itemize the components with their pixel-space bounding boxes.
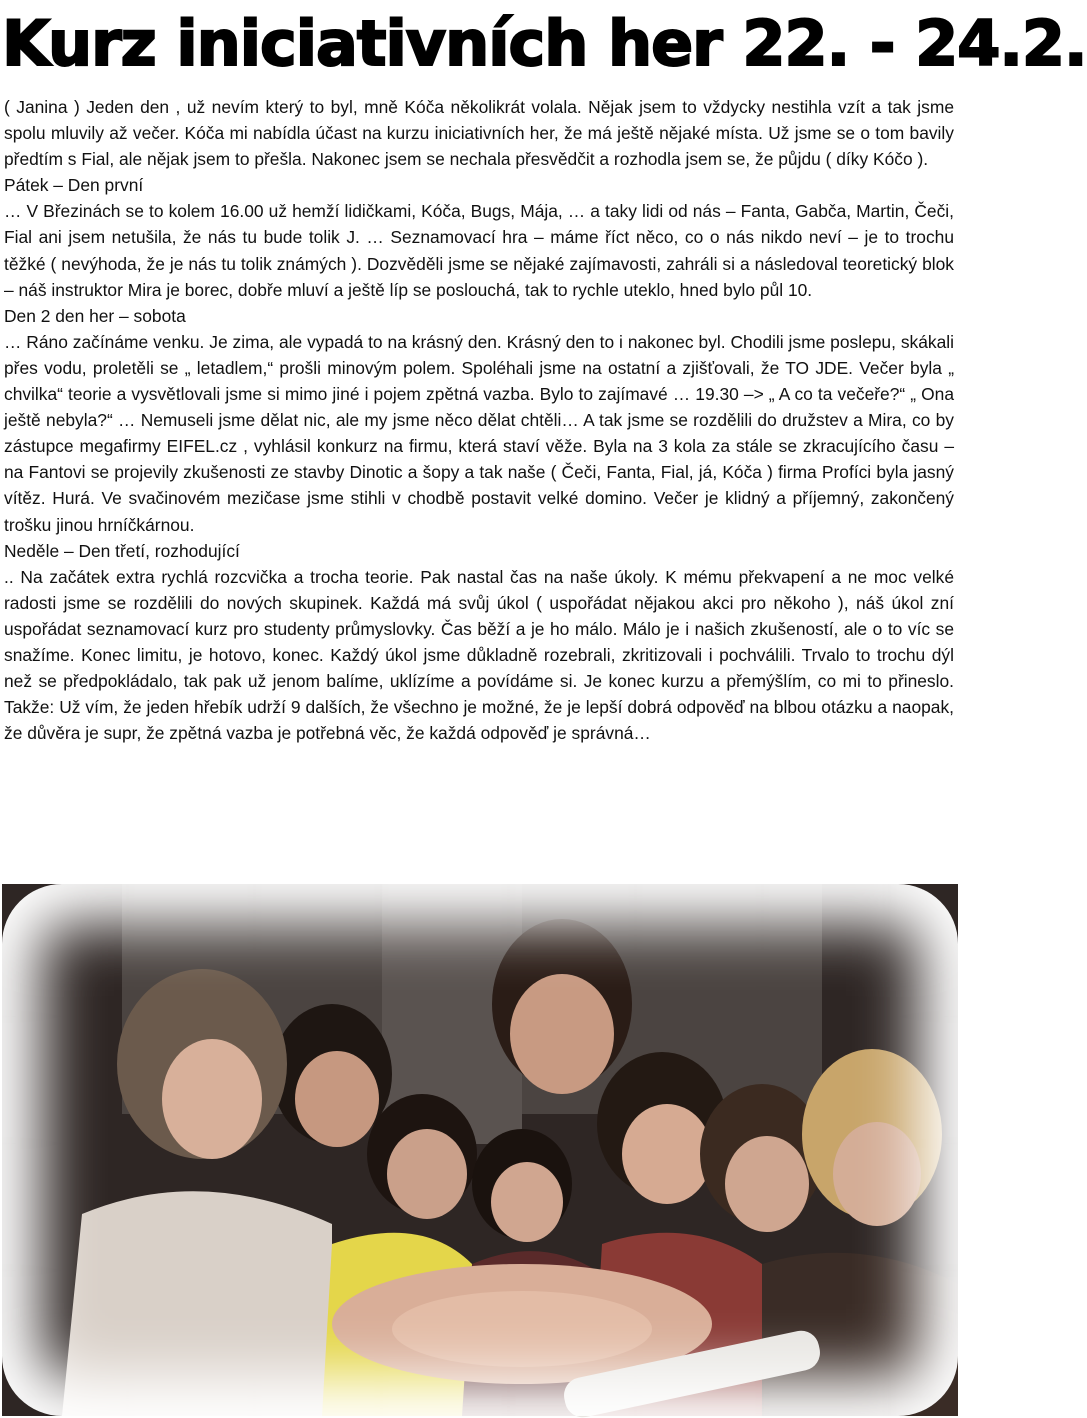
intro-paragraph: ( Janina ) Jeden den , už nevím který to byl, mně Kóča několikrát volala. Nějak jsem to vždycky nestihla vzít a tak jsme spolu mluvily až večer. Kóča mi nabídla účast na kurzu iniciativních her, že má ještě nějaké místa. Už jsme se o tom bavily předtím s Fial, ale nějak jsem to přešla. Nakonec jsem se nechala přesvědčit a rozhodla jsem se, že půjdu ( díky Kóčo ). <box>4 97 954 170</box>
group-photo <box>2 884 958 1416</box>
group-photo-illustration <box>2 884 958 1416</box>
section-heading-saturday: Den 2 den her – sobota <box>4 305 186 326</box>
article-body <box>4 94 954 746</box>
friday-paragraph: … V Březinách se to kolem 16.00 už hemží lidičkami, Kóča, Bugs, Mája, … a taky lidi od nás – Fanta, Gabča, Martin, Čeči, Fial ani jsem netušila, že nás tu bude tolik J. … Seznamovací hra – máme říct něco, co o nás nikdo neví – je to trochu těžké ( nevýhoda, že je nás tu tolik známých ). Dozvěděli jsme se nějaké zajímavosti, zahráli si a následoval teoretický blok – náš instruktor Mira je borec, dobře mluví a ještě líp se poslouchá, tak to rychle uteklo, hned bylo půl 10. <box>4 201 954 300</box>
saturday-paragraph: … Ráno začínáme venku. Je zima, ale vypadá to na krásný den. Krásný den to i nakonec byl. Chodili jsme poslepu, skákali přes vodu, proletěli se „ letadlem,“ prošli minovým polem. Spoléhali jsme na ostatní a zjišťovali, že TO JDE. Večer byla „ chvilka“ teorie a vysvětlovali jsme si mimo jiné i pojem zpětná vazba. Bylo to zajímavé … 19.30 –> „ A co ta večeře?“ „ Ona ještě nebyla?“ … Nemuseli jsme dělat nic, ale my jsme něco dělat chtěli… A tak jsme se rozdělili do družstev a Mira, co by zástupce megafirmy EIFEL.cz , vyhlásil konkurz na firmu, která staví věže. Byla na 3 kola za stále se zkracujícího času – na Fantovi se projevily zkušenosti ze stavby Dinotic a šopy a tak naše ( Čeči, Fanta, Fial, já, Kóča ) firma Profíci byla jasný vítěz. Hurá. Ve svačinovém mezičase jsme stihli v chodbě postavit velké domino. Večer je klidný a příjemný, zakončený trošku jinou hrníčkárnou. <box>4 331 954 535</box>
sunday-paragraph: .. Na začátek extra rychlá rozcvička a trocha teorie. Pak nastal čas na naše úkoly. K mému překvapení a ne moc velké radosti jsme se rozdělili do nových skupinek. Každá má svůj úkol ( uspořádat nějakou akci pro někoho ), náš úkol zní uspořádat seznamovací kurz pro studenty průmyslovky. Čas běží a je ho málo. Málo je i našich zkušeností, ale o to víc se snažíme. Konec limitu, je hotovo, konec. Každý úkol jsme důkladně rozebrali, zkritizovali i pochválili. Trvalo to trochu dýl než se předpokládalo, tak pak už jenom balíme, uklízíme a povídáme si. Je konec kurzu a přemýšlím, co mi to přineslo. Takže: Už vím, že jeden hřebík udrží 9 dalších, že všechno je možné, že je lepší dobrá odpověď na blbou otázku a naopak, že důvěra je supr, že zpětná vazba je potřebná věc, že každá odpověď je správná… <box>4 566 954 744</box>
section-heading-sunday: Neděle – Den třetí, rozhodující <box>4 540 240 561</box>
page-title: Kurz iniciativních her 22. - 24.2. <box>2 7 1087 80</box>
section-heading-friday: Pátek – Den první <box>4 175 144 196</box>
